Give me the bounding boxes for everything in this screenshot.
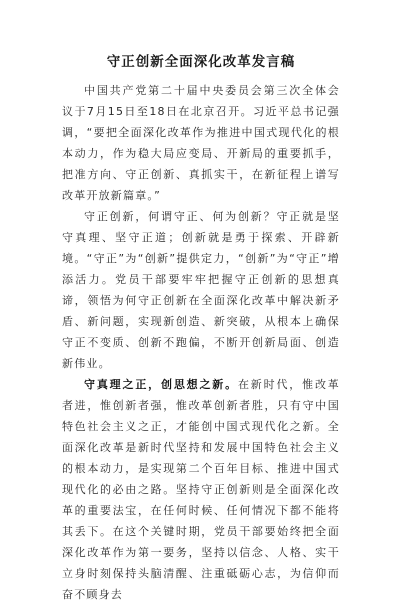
paragraph-3-text: 在新时代，惟改革者进，惟创新者强，惟改革创新者胜，只有守中国特色社会主义之正，才能创中国式现代化之新。全面深化改革是新时代坚持和发展中国特色社会主义的根本动力，是实现第二个百年目标、推进中国式现代化的必由之路。坚持守正创新则是全面深化改革的重要法宝，在任何时候、任何情况下都不能将其丢下。在这个关键时期，党员干部要始终把全面深化改革作为第一要务，坚持以信念、人格、实干立身时刻保持头脑清醒、注重砥砺心志，为信仰而奋不顾身去	[62, 378, 340, 601]
paragraph-3-lead: 守真理之正，创思想之新。	[84, 378, 238, 391]
paragraph-1-text: 中国共产党第二十届中央委员会第三次全体会议于7月15日至18日在北京召开。习近平总书记强调，“要把全面深化改革作为推进中国式现代化的根本动力，作为稳大局应变局、开新局的重要抓手，把准方向、守正创新、真抓实干，在新征程上谱写改革开放新篇章。”	[62, 84, 340, 202]
document-title: 守正创新全面深化改革发言稿	[106, 54, 296, 70]
paragraph-3	[62, 374, 340, 605]
paragraph-2-text: 守正创新，何谓守正、何为创新？守正就是坚守真理、坚守正道；创新就是勇于探索、开辟新境。“守正”为“创新”提供定力，“创新”为“守正”增添活力。党员干部要牢牢把握守正创新的思想真谛，领悟为何守正创新在全面深化改革中解决新矛盾、新问题，实现新创造、新突破，从根本上确保守正不变质、创新不跑偏，不断开创新局面、创造新伟业。	[62, 210, 340, 370]
paragraph-1	[62, 80, 340, 206]
paragraph-2	[62, 206, 340, 374]
